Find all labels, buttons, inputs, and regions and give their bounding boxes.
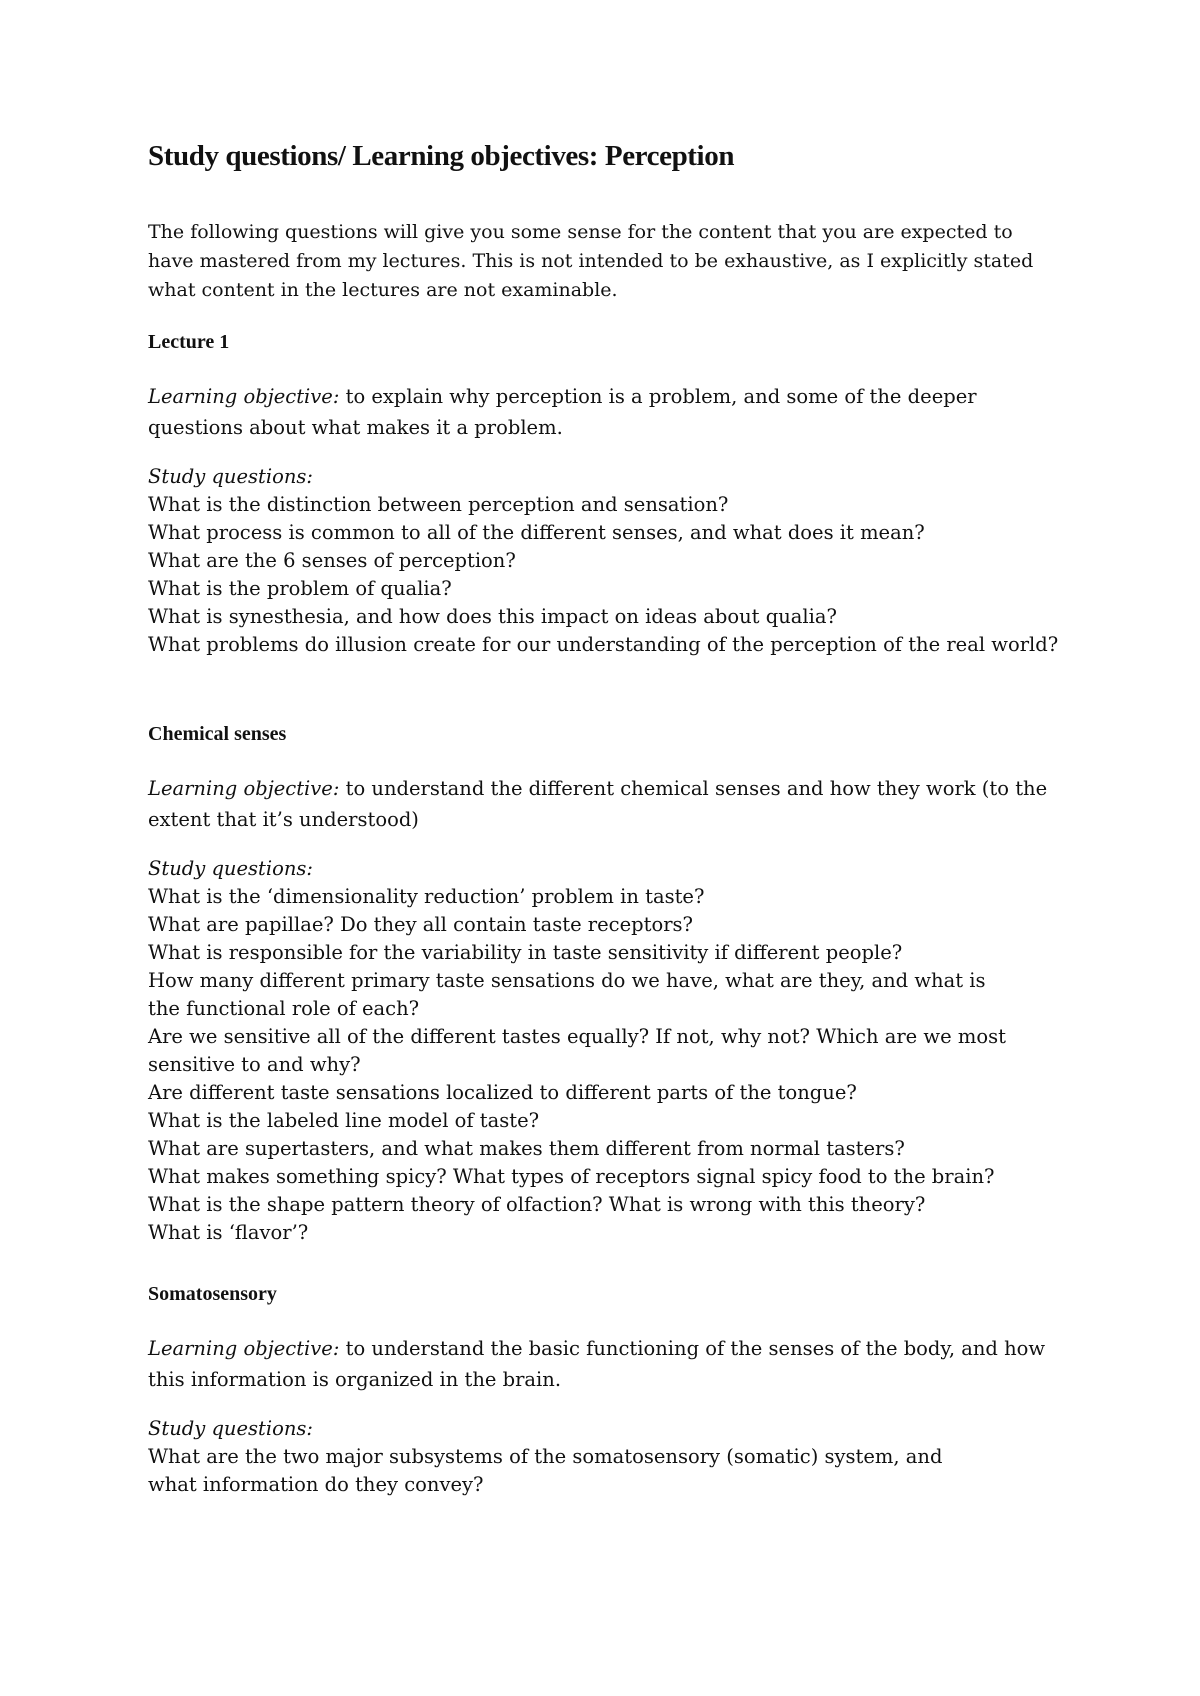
study-question: Are different taste sensations localized to different parts of the tongue? — [148, 1081, 857, 1104]
intro-line: The following questions will give you some sense for the content that you are expected to — [148, 221, 1013, 243]
intro-line: what content in the lectures are not examinable. — [148, 279, 618, 301]
study-question: What process is common to all of the different senses, and what does it mean? — [148, 521, 925, 544]
objective-text: to explain why perception is a problem, and some of the deeper — [339, 385, 977, 408]
study-questions-label: Study questions: — [148, 857, 313, 880]
intro-paragraph — [148, 218, 1033, 305]
objective-text: to understand the basic functioning of the senses of the body, and how — [339, 1337, 1046, 1360]
study-questions-list — [148, 1443, 1058, 1499]
section-lecture-1 — [148, 328, 1058, 659]
study-question: What problems do illusion create for our understanding of the perception of the real world? — [148, 633, 1059, 656]
study-questions-list — [148, 883, 1058, 1247]
study-question: What is the distinction between perception and sensation? — [148, 493, 729, 516]
study-question: what information do they convey? — [148, 1473, 484, 1496]
study-question: What makes something spicy? What types of receptors signal spicy food to the brain? — [148, 1165, 995, 1188]
section-somatosensory — [148, 1280, 1058, 1499]
objective-line: this information is organized in the brain. — [148, 1368, 562, 1391]
study-question: What are papillae? Do they all contain taste receptors? — [148, 913, 693, 936]
study-question: How many different primary taste sensations do we have, what are they, and what is — [148, 969, 986, 992]
study-question: What is ‘flavor’? — [148, 1221, 309, 1244]
objective-label: Learning objective: — [148, 1337, 340, 1360]
study-question: What is synesthesia, and how does this impact on ideas about qualia? — [148, 605, 837, 628]
intro-line: have mastered from my lectures. This is not intended to be exhaustive, as I explicitly stated — [148, 250, 1034, 272]
study-question: What is the problem of qualia? — [148, 577, 452, 600]
study-question: What is the ‘dimensionality reduction’ problem in taste? — [148, 885, 705, 908]
objective-line — [148, 1333, 1058, 1364]
section-chemical-senses — [148, 720, 1058, 1247]
section-heading: Somatosensory — [148, 1283, 277, 1305]
study-question: the functional role of each? — [148, 997, 420, 1020]
section-heading: Chemical senses — [148, 723, 287, 745]
objective-line — [148, 773, 1058, 804]
study-question: sensitive to and why? — [148, 1053, 361, 1076]
learning-objective — [148, 773, 1058, 835]
objective-line — [148, 381, 1058, 412]
study-questions-list — [148, 491, 1058, 659]
document-title: Study questions/ Learning objectives: Perception — [148, 140, 735, 172]
study-question: What are the two major subsystems of the somatosensory (somatic) system, and — [148, 1445, 943, 1468]
learning-objective — [148, 381, 1058, 443]
study-questions-label: Study questions: — [148, 465, 313, 488]
objective-line: extent that it’s understood) — [148, 808, 419, 831]
section-heading: Lecture 1 — [148, 331, 230, 353]
objective-label: Learning objective: — [148, 777, 340, 800]
study-question: What is responsible for the variability in taste sensitivity if different people? — [148, 941, 903, 964]
study-question: What are the 6 senses of perception? — [148, 549, 516, 572]
study-questions-label: Study questions: — [148, 1417, 313, 1440]
study-question: What are supertasters, and what makes them different from normal tasters? — [148, 1137, 905, 1160]
objective-line: questions about what makes it a problem. — [148, 416, 563, 439]
study-question: What is the labeled line model of taste? — [148, 1109, 540, 1132]
objective-text: to understand the different chemical senses and how they work (to the — [339, 777, 1048, 800]
learning-objective — [148, 1333, 1058, 1395]
study-question: What is the shape pattern theory of olfaction? What is wrong with this theory? — [148, 1193, 926, 1216]
study-question: Are we sensitive all of the different tastes equally? If not, why not? Which are we most — [148, 1025, 1006, 1048]
objective-label: Learning objective: — [148, 385, 340, 408]
